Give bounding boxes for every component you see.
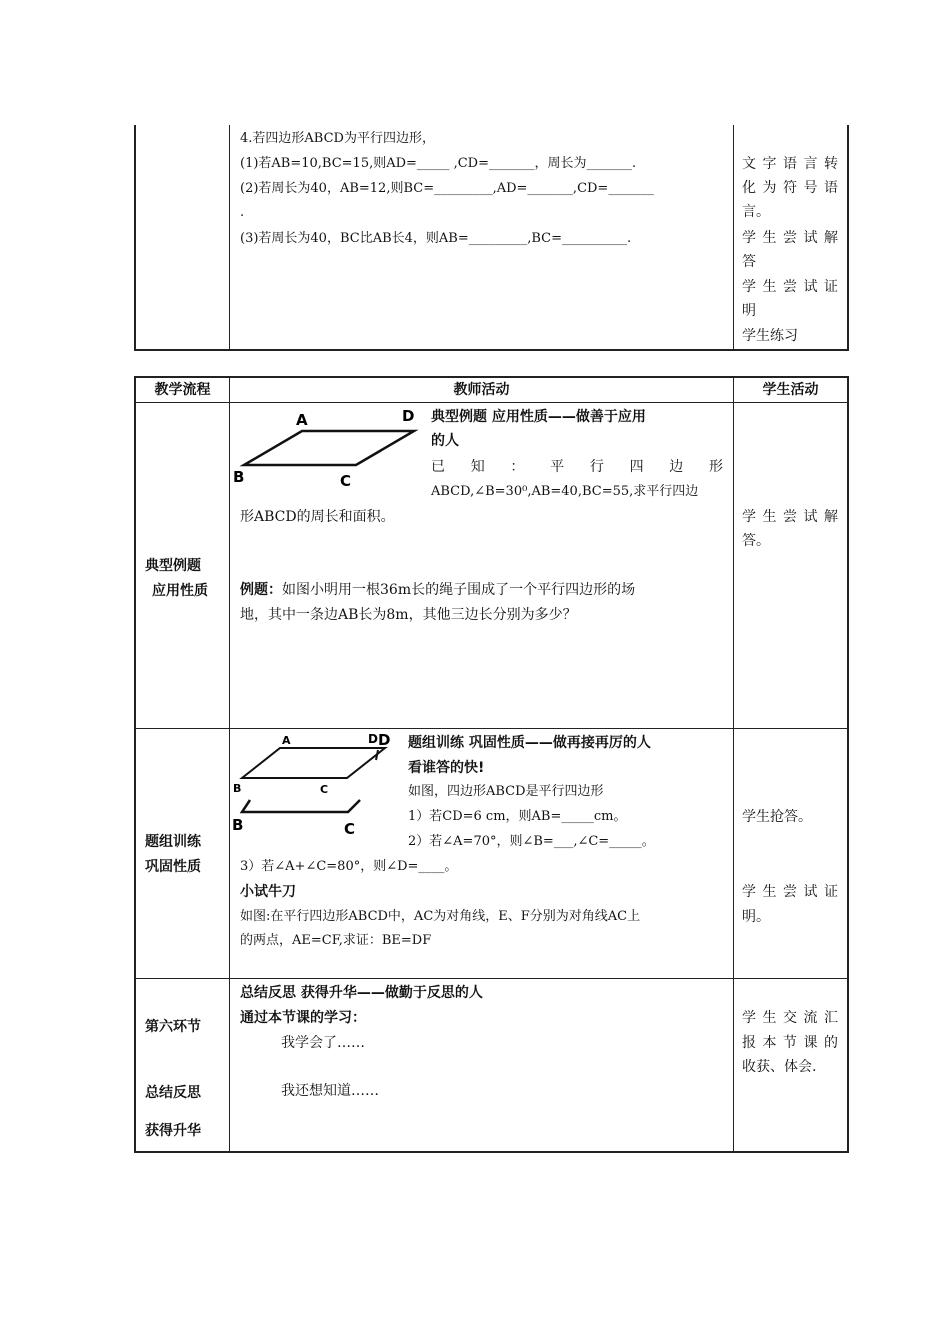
row1-known-prefix: 已知：平行四边形: [431, 459, 723, 475]
label-b-large: B: [232, 816, 244, 834]
top-table-right-border: [847, 125, 849, 351]
label-a: A: [282, 734, 291, 747]
second-shape-edge: [242, 800, 360, 812]
row2-line6: 的两点，AE=CF,求证：BE=DF: [240, 933, 432, 948]
row1-example-line2: 地，其中一条边AB长为8m，其他三边长分别为多少？: [240, 607, 577, 623]
student-activity-line: 学生尝试证: [742, 279, 838, 295]
student-activity-line: 言。: [742, 204, 770, 220]
top-table-left-border: [134, 125, 136, 351]
row1-heading: 典型例题 应用性质——做善于应用: [431, 409, 646, 425]
student-activity-line: 学生尝试解: [742, 230, 838, 246]
main-table-col-divider-2: [733, 376, 734, 1153]
example-label: 例题：: [240, 582, 282, 598]
row2-heading-cont: 看谁答的快!: [408, 760, 485, 776]
row2-process-line1: 题组训练: [145, 834, 201, 850]
student-activity-line: 文字语言转: [742, 156, 838, 172]
label-c-large: C: [344, 820, 356, 838]
row3-student-line1: 学生交流汇: [742, 1010, 838, 1026]
row1-process-line1: 典型例题: [145, 558, 201, 574]
label-b: B: [233, 468, 245, 486]
row1-process-line2: 应用性质: [152, 583, 208, 599]
row1-known-line2: ABCD,∠B=30⁰,AB=40,BC=55,求平行四边: [431, 484, 699, 499]
parallelogram-shape: [244, 431, 414, 465]
problem-title: 4.若四边形ABCD为平行四边形，: [240, 131, 435, 146]
label-d-large: D: [378, 731, 391, 749]
row2-process-line2: 巩固性质: [145, 859, 201, 875]
parallelogram-shape: [242, 748, 385, 778]
row1-student-line2: 答。: [742, 533, 770, 549]
row2-student2-line2: 明。: [742, 909, 770, 925]
label-d: D: [402, 407, 415, 425]
row1-heading-cont: 的人: [431, 433, 459, 449]
row3-line2: 我还想知道……: [281, 1083, 379, 1099]
student-activity-line: 学生练习: [742, 328, 798, 344]
row3-heading-cont: 通过本节课的学习：: [240, 1010, 366, 1026]
student-activity-line: 明: [742, 303, 756, 319]
top-table-bottom-border: [134, 349, 849, 351]
row1-example-line1: [240, 578, 635, 602]
label-d: D: [368, 732, 378, 746]
diagram-tick: [376, 750, 378, 760]
row3-process-line1: 第六环节: [145, 1019, 201, 1035]
problem-q1: (1)若AB=10,BC=15,则AD=_____ ,CD=_______，周长为_______.: [240, 156, 637, 171]
problem-q3: (3)若周长为40，BC比AB长4，则AB=_________,BC=__________.: [240, 231, 632, 246]
main-table-right-border: [847, 376, 849, 1153]
row1-divider: [134, 728, 849, 729]
label-c: C: [320, 783, 329, 796]
header-student-activity: 学生活动: [762, 382, 819, 398]
row3-heading: 总结反思 获得升华——做勤于反思的人: [240, 985, 483, 1001]
main-table-left-border: [134, 376, 136, 1153]
row3-student-line3: 收获、体会.: [742, 1059, 817, 1075]
row3-line1: 我学会了……: [281, 1035, 365, 1051]
row2-subheading: 小试牛刀: [240, 884, 296, 900]
problem-q2: (2)若周长为40，AB=12,则BC=_________,AD=_______,CD=_______: [240, 181, 654, 196]
row2-student1: 学生抢答。: [742, 809, 812, 825]
label-a: A: [296, 411, 308, 429]
row3-process-line3: 获得升华: [145, 1123, 201, 1139]
row1-known-line3: 形ABCD的周长和面积。: [240, 509, 395, 525]
problem-q2-end: .: [240, 205, 245, 220]
row2-student2-line1: 学生尝试证: [742, 884, 838, 900]
label-b: B: [233, 782, 242, 795]
row2-line1: 如图，四边形ABCD是平行四边形: [408, 784, 604, 799]
row2-line4: 3）若∠A+∠C=80°，则∠D=____。: [240, 859, 458, 874]
student-activity-line: 化为符号语: [742, 180, 838, 196]
header-teacher-activity: 教师活动: [453, 382, 510, 398]
main-table-bottom-border: [134, 1151, 849, 1153]
row1-student-line1: 学生尝试解: [742, 509, 838, 525]
label-c: C: [340, 472, 352, 490]
header-process: 教学流程: [154, 382, 211, 398]
student-activity-line: 答: [742, 254, 756, 270]
row2-line2: 1）若CD=6 cm，则AB=_____cm。: [408, 809, 627, 824]
parallelogram-diagram-1: [230, 403, 422, 493]
row2-line5: 如图:在平行四边形ABCD中，AC为对角线，E、F分别为对角线AC上: [240, 909, 641, 924]
row3-student-line2: 报本节课的: [742, 1035, 838, 1051]
row2-heading: 题组训练 巩固性质——做再接再厉的人: [408, 735, 651, 751]
row3-process-line2: 总结反思: [145, 1085, 201, 1101]
top-table-col-divider-1: [229, 125, 230, 351]
row2-divider: [134, 978, 849, 979]
row2-line3: 2）若∠A=70°，则∠B=___,∠C=_____。: [408, 834, 655, 849]
example-text: 如图小明用一根36m长的绳子围成了一个平行四边形的场: [282, 582, 636, 598]
top-table-col-divider-2: [733, 125, 734, 351]
parallelogram-diagram-2: [230, 730, 400, 842]
